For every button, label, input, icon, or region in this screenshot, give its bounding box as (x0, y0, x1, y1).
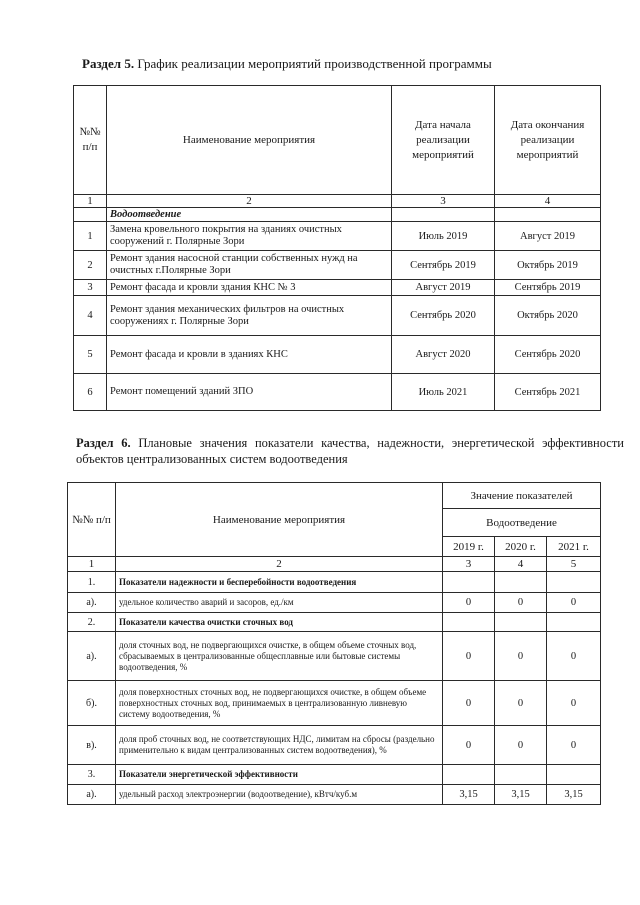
indicator-name: доля сточных вод, не подвергающихся очистке, в общем объеме сточных вод, сбрасываемых в централизованные общесплавные или бытовые системы водоотведения, % (116, 632, 443, 681)
empty-cell (495, 572, 547, 593)
value-2020: 0 (495, 593, 547, 613)
section6-title: Плановые значения показатели качества, надежности, энергетической эффективности объектов централизованных систем водоотведения (76, 436, 624, 466)
row-number: а). (68, 593, 116, 613)
indicator-name: доля поверхностных сточных вод, не подвергающихся очистке, в общем объеме поверхностных сточных вод, принимаемых в централизованную ливневую систему водоотведения, % (116, 681, 443, 726)
end-date: Сентябрь 2019 (495, 280, 601, 296)
header-name: Наименование мероприятия (107, 86, 392, 195)
year-header: 2019 г. (443, 537, 495, 557)
activity-name: Ремонт здания насосной станции собственных нужд на очистных г.Полярные Зори (107, 251, 392, 280)
empty-cell (443, 613, 495, 632)
row-number: б). (68, 681, 116, 726)
year-header: 2021 г. (547, 537, 601, 557)
start-date: Сентябрь 2020 (392, 296, 495, 336)
header-start-date: Дата начала реализации мероприятий (392, 86, 495, 195)
value-2019: 0 (443, 681, 495, 726)
table-row (68, 785, 601, 805)
group-title: Показатели качества очистки сточных вод (116, 613, 443, 632)
section5-title: График реализации мероприятий производственной программы (137, 56, 492, 71)
value-2020: 0 (495, 681, 547, 726)
start-date: Сентябрь 2019 (392, 251, 495, 280)
end-date: Сентябрь 2020 (495, 336, 601, 374)
table-row (74, 251, 601, 280)
table-row (74, 280, 601, 296)
column-number: 5 (547, 557, 601, 572)
row-number: 5 (74, 336, 107, 374)
empty-cell (495, 208, 601, 222)
empty-cell (443, 765, 495, 785)
empty-cell (443, 572, 495, 593)
activity-name: Ремонт фасада и кровли в зданиях КНС (107, 336, 392, 374)
column-number: 2 (107, 195, 392, 208)
activity-name: Ремонт фасада и кровли здания КНС № 3 (107, 280, 392, 296)
indicator-name: удельный расход электроэнергии (водоотведение), кВтч/куб.м (116, 785, 443, 805)
indicator-name: удельное количество аварий и засоров, ед./км (116, 593, 443, 613)
value-2019: 0 (443, 593, 495, 613)
column-number: 3 (392, 195, 495, 208)
header-number: №№ п/п (74, 86, 107, 195)
value-2021: 0 (547, 593, 601, 613)
group-number: 2. (68, 613, 116, 632)
activity-name: Ремонт помещений зданий ЗПО (107, 374, 392, 411)
row-number: а). (68, 632, 116, 681)
end-date: Август 2019 (495, 222, 601, 251)
group-row (68, 572, 601, 593)
activity-name: Ремонт здания механических фильтров на очистных сооружениях г. Полярные Зори (107, 296, 392, 336)
value-2020: 0 (495, 632, 547, 681)
value-2019: 0 (443, 632, 495, 681)
header-end-date: Дата окончания реализации мероприятий (495, 86, 601, 195)
value-2020: 0 (495, 726, 547, 765)
header-subgroup: Водоотведение (443, 509, 601, 537)
section6-heading (76, 435, 624, 467)
indicators-header-row (68, 483, 601, 509)
end-date: Октябрь 2020 (495, 296, 601, 336)
table-row (74, 222, 601, 251)
group-row (74, 208, 601, 222)
section5-heading (82, 56, 492, 72)
activity-name: Замена кровельного покрытия на зданиях очистных сооружений г. Полярные Зори (107, 222, 392, 251)
column-number: 2 (116, 557, 443, 572)
column-number: 4 (495, 557, 547, 572)
column-number: 3 (443, 557, 495, 572)
end-date: Сентябрь 2021 (495, 374, 601, 411)
empty-cell (495, 613, 547, 632)
column-number: 1 (68, 557, 116, 572)
value-2019: 3,15 (443, 785, 495, 805)
table-row (68, 681, 601, 726)
start-date: Август 2019 (392, 280, 495, 296)
schedule-table (73, 85, 601, 411)
start-date: Август 2020 (392, 336, 495, 374)
empty-cell (392, 208, 495, 222)
column-number: 1 (74, 195, 107, 208)
start-date: Июль 2021 (392, 374, 495, 411)
row-number: 6 (74, 374, 107, 411)
row-number: а). (68, 785, 116, 805)
value-2021: 0 (547, 632, 601, 681)
row-number: 3 (74, 280, 107, 296)
end-date: Октябрь 2019 (495, 251, 601, 280)
header-values: Значение показателей (443, 483, 601, 509)
header-number: №№ п/п (68, 483, 116, 557)
empty-cell (495, 765, 547, 785)
value-2019: 0 (443, 726, 495, 765)
group-title: Водоотведение (107, 208, 392, 222)
table-row (74, 296, 601, 336)
header-name: Наименование мероприятия (116, 483, 443, 557)
empty-cell (547, 765, 601, 785)
group-number-cell (74, 208, 107, 222)
empty-cell (547, 572, 601, 593)
year-header: 2020 г. (495, 537, 547, 557)
value-2021: 0 (547, 681, 601, 726)
empty-cell (547, 613, 601, 632)
table-row (68, 593, 601, 613)
value-2021: 3,15 (547, 785, 601, 805)
schedule-header-row (74, 86, 601, 195)
indicator-name: доля проб сточных вод, не соответствующих НДС, лимитам на сбросы (раздельно применительно к видам централизованных систем водоотведения), % (116, 726, 443, 765)
table-row (74, 336, 601, 374)
group-title: Показатели энергетической эффективности (116, 765, 443, 785)
row-number: в). (68, 726, 116, 765)
group-title: Показатели надежности и бесперебойности водоотведения (116, 572, 443, 593)
column-numbering-row (74, 195, 601, 208)
column-number: 4 (495, 195, 601, 208)
start-date: Июль 2019 (392, 222, 495, 251)
value-2020: 3,15 (495, 785, 547, 805)
value-2021: 0 (547, 726, 601, 765)
group-number: 1. (68, 572, 116, 593)
group-row (68, 765, 601, 785)
group-number: 3. (68, 765, 116, 785)
column-numbering-row (68, 557, 601, 572)
row-number: 2 (74, 251, 107, 280)
row-number: 4 (74, 296, 107, 336)
row-number: 1 (74, 222, 107, 251)
table-row (68, 632, 601, 681)
section6-label: Раздел 6. (76, 436, 131, 450)
table-row (68, 726, 601, 765)
section5-label: Раздел 5. (82, 56, 135, 71)
indicators-table (67, 482, 601, 805)
group-row (68, 613, 601, 632)
table-row (74, 374, 601, 411)
